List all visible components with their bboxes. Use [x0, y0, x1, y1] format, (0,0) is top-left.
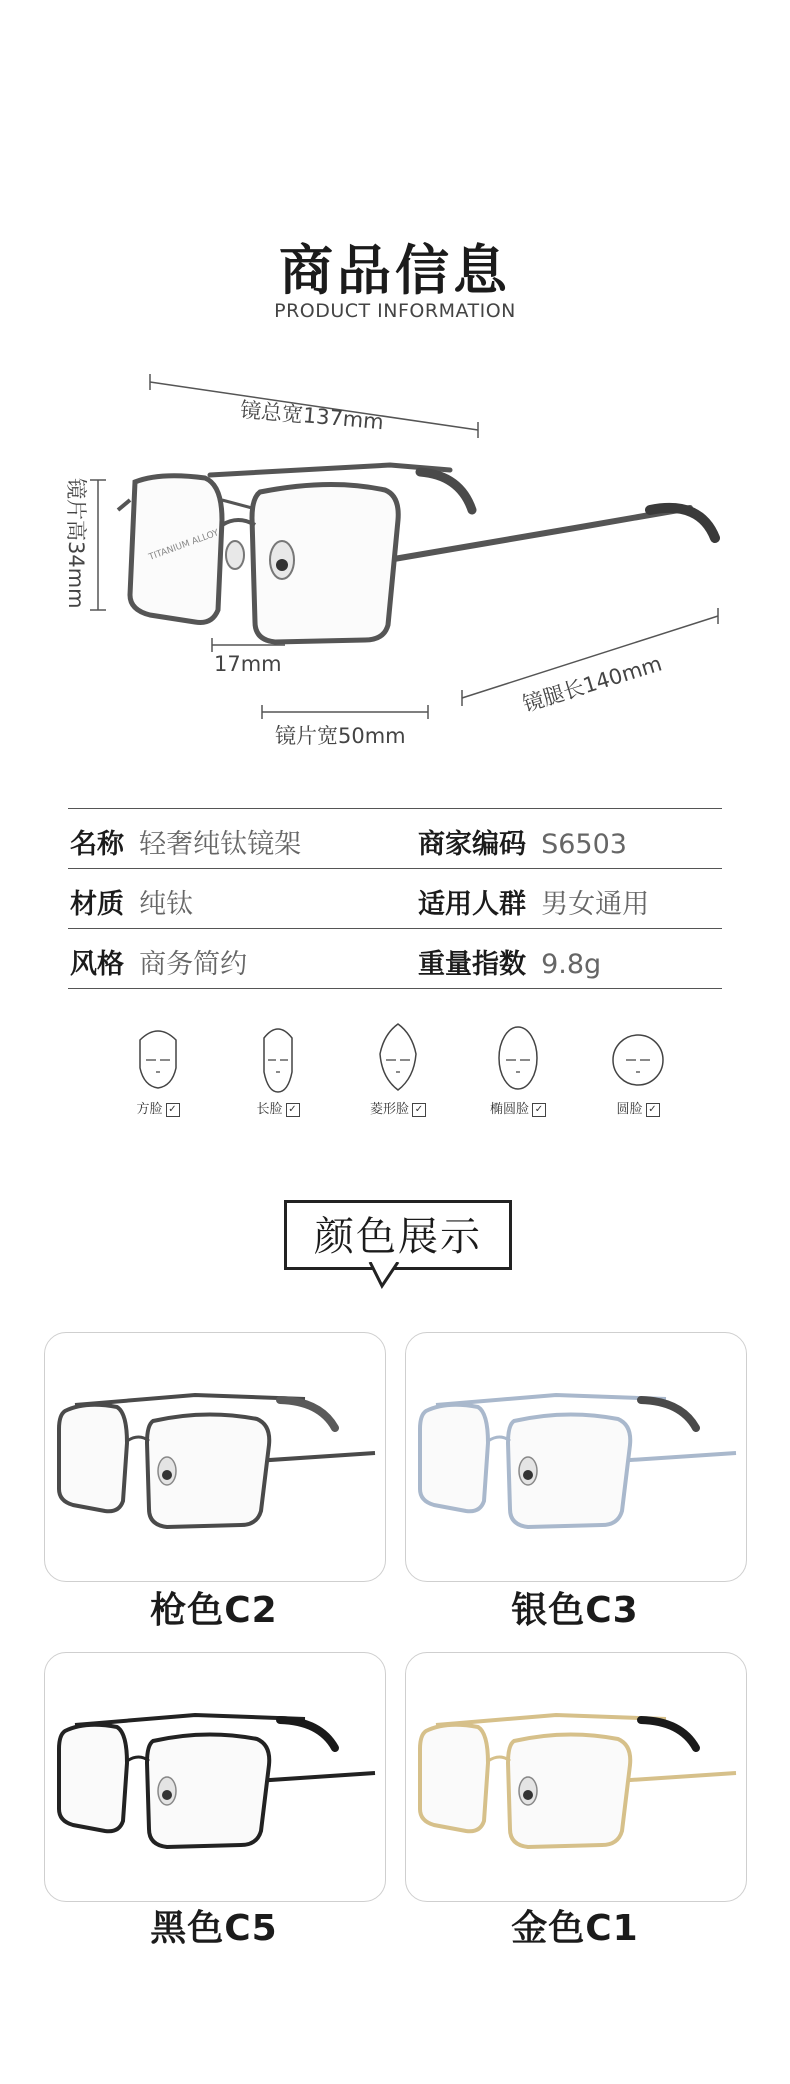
- spec-value: 纯钛: [139, 889, 194, 920]
- diamond-face-icon: [368, 1020, 428, 1094]
- color-label: 黑色C5: [150, 1908, 278, 1949]
- face-label: 圆脸: [616, 1102, 643, 1117]
- checkbox-icon: ✓: [166, 1103, 180, 1117]
- spec-value: 男女通用: [541, 889, 650, 920]
- long-face-icon: [248, 1020, 308, 1094]
- color-card-black[interactable]: [44, 1652, 386, 1902]
- frame-print-text: TITANIUM ALLOY: [147, 528, 221, 563]
- spec-label: 适用人群: [418, 889, 526, 920]
- page-subtitle: PRODUCT INFORMATION: [274, 300, 516, 322]
- bridge-label: 17mm: [214, 652, 282, 676]
- face-shape-item: [108, 1020, 208, 1130]
- spec-sku: [418, 822, 627, 861]
- spec-value: 轻奢纯钛镜架: [139, 829, 302, 860]
- temple-tip-right: [650, 508, 715, 538]
- lens-width-label: 镜片宽50mm: [275, 724, 406, 748]
- color-section-title: 颜色展示: [314, 1214, 482, 1260]
- color-card-gunmetal[interactable]: [44, 1332, 386, 1582]
- round-face-icon: [608, 1020, 668, 1094]
- temple-tip-left: [420, 472, 472, 510]
- face-label: 长脸: [256, 1102, 283, 1117]
- spec-divider: [68, 928, 722, 929]
- total-width-label: 镜总宽137mm: [239, 397, 385, 435]
- checkbox-icon: ✓: [646, 1103, 660, 1117]
- face-label: 方脸: [136, 1102, 163, 1117]
- face-label: 菱形脸: [369, 1102, 409, 1117]
- spec-label: 名称: [70, 829, 124, 860]
- spec-audience: [418, 882, 649, 921]
- temple-arm-right: [388, 508, 690, 560]
- face-shape-item: [348, 1020, 448, 1130]
- color-card-silver[interactable]: [405, 1332, 747, 1582]
- spec-divider: [68, 988, 722, 989]
- face-shape-item: [468, 1020, 568, 1130]
- temple-length-label: 镜腿长140mm: [519, 651, 665, 717]
- spec-label: 风格: [70, 949, 124, 980]
- glasses-icon: [45, 1653, 385, 1901]
- square-face-icon: [128, 1020, 188, 1094]
- color-label: 银色C3: [511, 1590, 639, 1631]
- spec-style: [70, 942, 247, 981]
- spec-divider: [68, 808, 722, 809]
- speech-tail-icon: [364, 1262, 404, 1290]
- face-label: 椭圆脸: [489, 1102, 529, 1117]
- oval-face-icon: [488, 1020, 548, 1094]
- color-label: 枪色C2: [150, 1590, 278, 1631]
- glasses-icon: [406, 1333, 746, 1581]
- glasses-dimension-diagram: [0, 360, 790, 750]
- spec-name: [70, 822, 301, 861]
- spec-value: 商务简约: [139, 949, 248, 980]
- checkbox-icon: ✓: [286, 1103, 300, 1117]
- spec-label: 商家编码: [418, 829, 526, 860]
- spec-value: S6503: [541, 829, 627, 860]
- face-shape-list: [108, 1020, 688, 1130]
- face-shape-item: [588, 1020, 688, 1130]
- checkbox-icon: ✓: [412, 1103, 426, 1117]
- page-title: 商品信息: [279, 239, 511, 302]
- nose-pad-left: [226, 541, 244, 569]
- color-card-gold[interactable]: [405, 1652, 747, 1902]
- lens-height-label: 镜片高34mm: [64, 478, 88, 609]
- spec-divider: [68, 868, 722, 869]
- spec-material: [70, 882, 193, 921]
- spec-weight: [418, 942, 601, 981]
- spec-value: 9.8g: [541, 949, 602, 980]
- spec-label: 材质: [70, 889, 124, 920]
- checkbox-icon: ✓: [532, 1103, 546, 1117]
- spec-label: 重量指数: [418, 949, 526, 980]
- glasses-icon: [45, 1333, 385, 1581]
- face-shape-item: [228, 1020, 328, 1130]
- glasses-icon: [406, 1653, 746, 1901]
- color-label: 金色C1: [511, 1908, 639, 1949]
- bridge: [222, 520, 255, 525]
